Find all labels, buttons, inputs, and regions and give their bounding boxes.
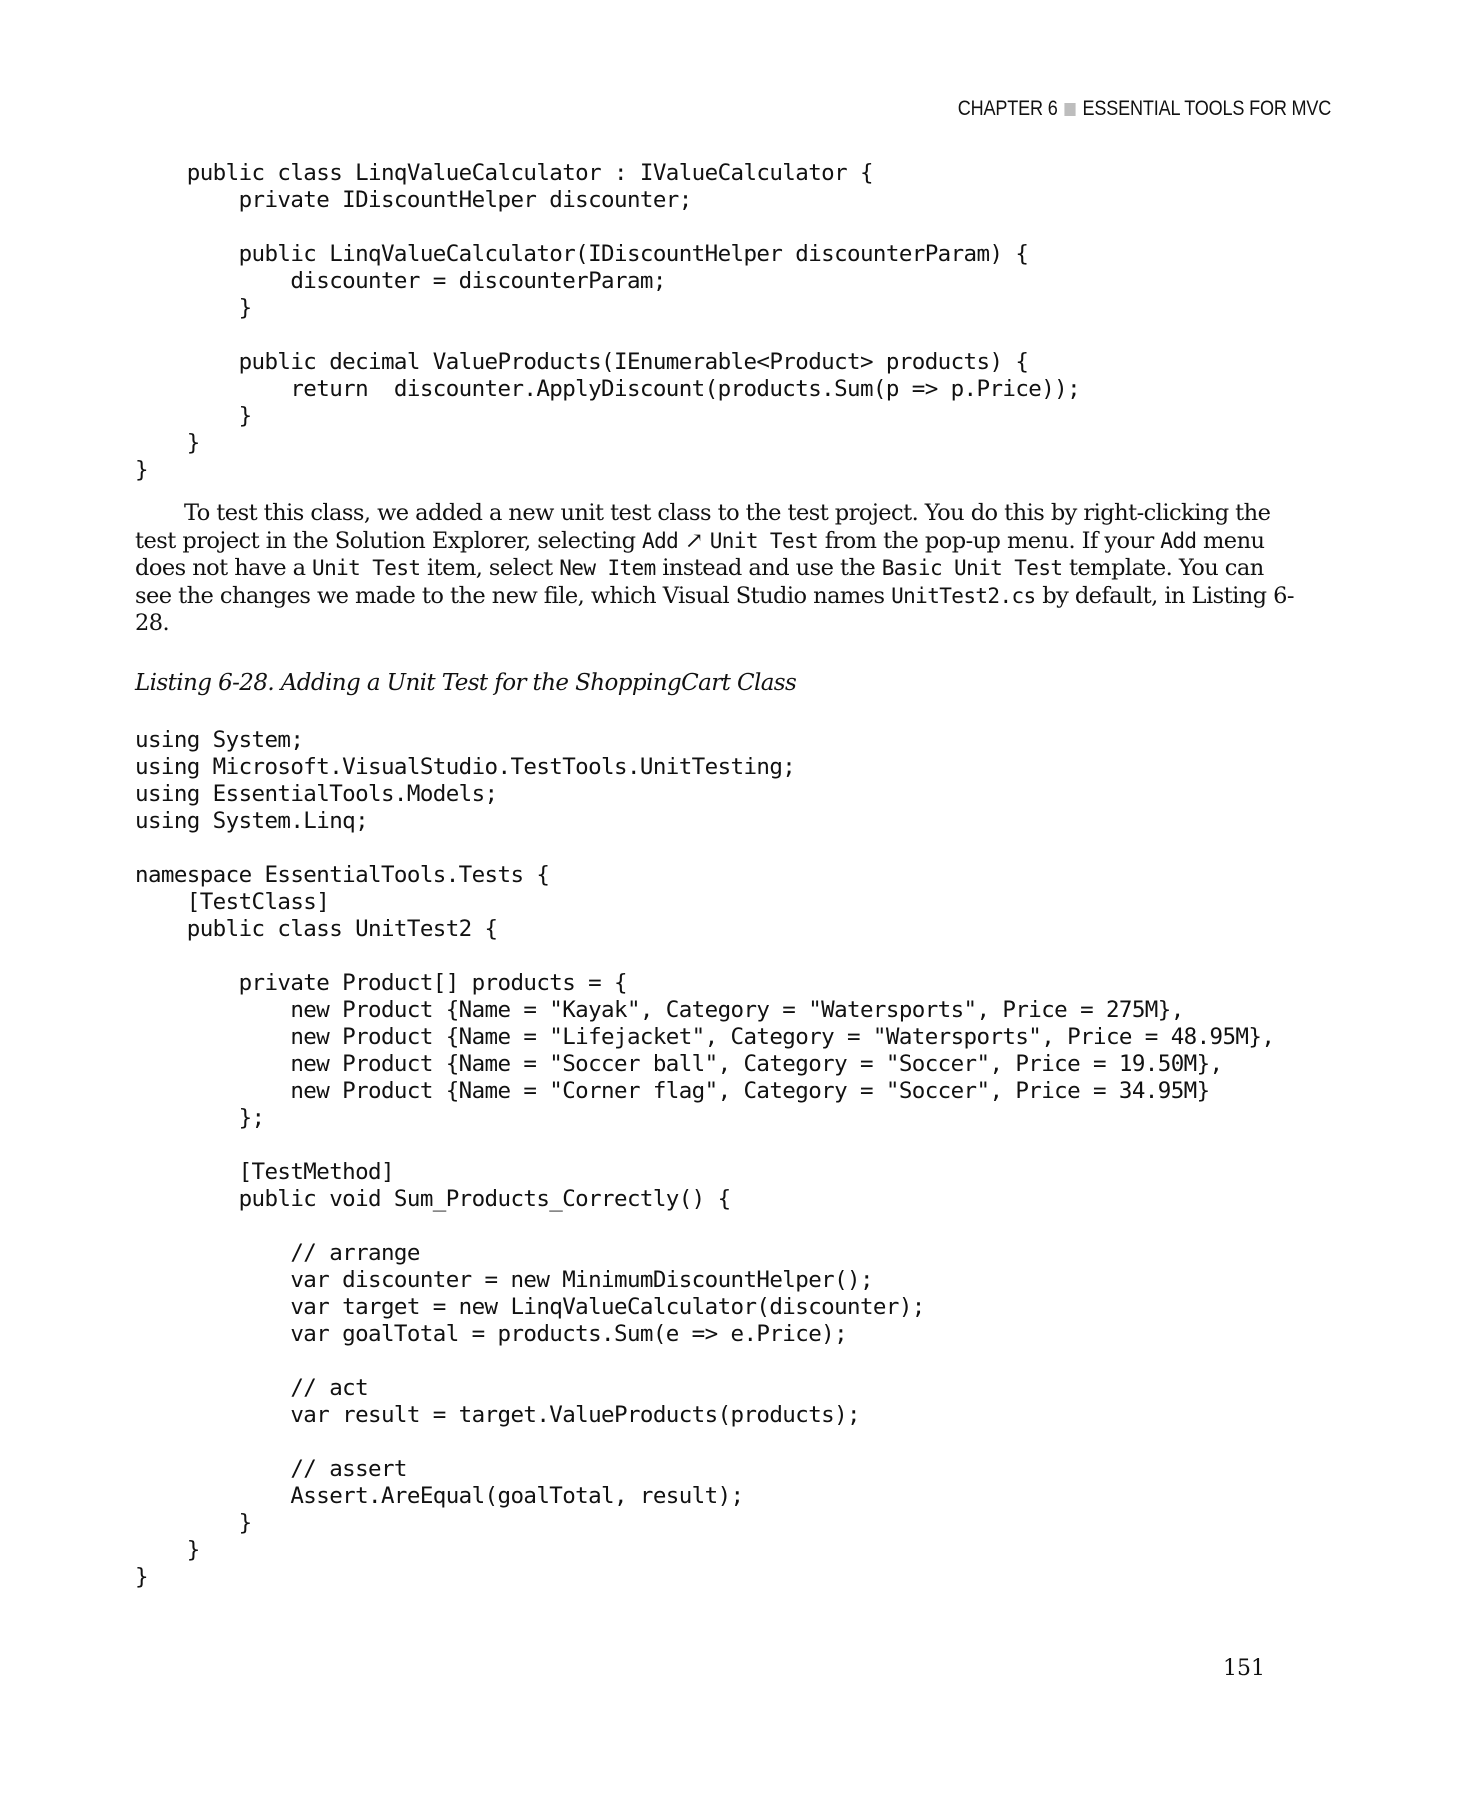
code-block-linq-value-calculator: public class LinqValueCalculator : IValueCalculator { private IDiscountHelper discounter; public LinqValueCalculator(IDiscountHelper discounterParam) { discounter = discounterParam; } public decimal ValueProducts(IEnumerable<Product> products) { return discounter.ApplyDiscount(products.Sum(p => p.Price)); } } } xyxy=(135,160,1081,483)
page-number: 151 xyxy=(1223,1656,1265,1681)
menu-add-code: Add xyxy=(642,528,679,553)
para-text: item, select xyxy=(420,555,560,581)
unit-test-item-code: Unit Test xyxy=(312,556,421,580)
filename-code: UnitTest2.cs xyxy=(891,583,1036,608)
para-text: menu does not have a xyxy=(135,527,1265,581)
basic-unit-test-code: Basic Unit Test xyxy=(881,556,1063,580)
menu-unit-test-code: Unit Test xyxy=(709,528,819,553)
body-paragraph xyxy=(135,500,1300,638)
listing-caption: Listing 6-28. Adding a Unit Test for the ShoppingCart Class xyxy=(135,670,797,696)
running-header xyxy=(958,97,1331,121)
header-separator-square xyxy=(1064,103,1075,116)
header-chapter: CHAPTER 6 xyxy=(957,97,1058,120)
para-text: by default, in Listing 6-28. xyxy=(135,582,1294,636)
para-text: To test this class, we added a new unit test class to the test project. You do this by right-clicking the test project in the Solution Explorer, selecting xyxy=(135,500,1271,554)
para-text: template. You can see the changes we made to the new file, which Visual Studio names xyxy=(135,555,1264,609)
menu-arrow-icon: ↗ xyxy=(684,527,704,554)
code-block-unit-test: using System; using Microsoft.VisualStudio.TestTools.UnitTesting; using EssentialTools.Models; using System.Linq; namespace EssentialTools.Tests { [TestClass] public class UnitTest2 { private Product[] products = { new Product {Name = "Kayak", Category = "Watersports", Price = 275M}, new Product {Name = "Lifejacket", Category = "Watersports", Price = 48.95M}, new Product {Name = "Soccer ball", Category = "Soccer", Price = 19.50M}, new Product {Name = "Corner flag", Category = "Soccer", Price = 34.95M} }; [TestMethod] public void Sum_Products_Correctly() { // arrange var discounter = new MinimumDiscountHelper(); var target = new LinqValueCalculator(discounter); var goalTotal = products.Sum(e => e.Price); // act var result = target.ValueProducts(products); // assert Assert.AreEqual(goalTotal, result); } } } xyxy=(135,727,1275,1590)
header-title: ESSENTIAL TOOLS FOR MVC xyxy=(1082,97,1331,120)
menu-add-code: Add xyxy=(1160,528,1197,553)
para-text: from the pop-up menu. If your xyxy=(818,527,1161,554)
new-item-code: New Item xyxy=(559,556,656,580)
para-text: instead and use the xyxy=(655,555,882,581)
